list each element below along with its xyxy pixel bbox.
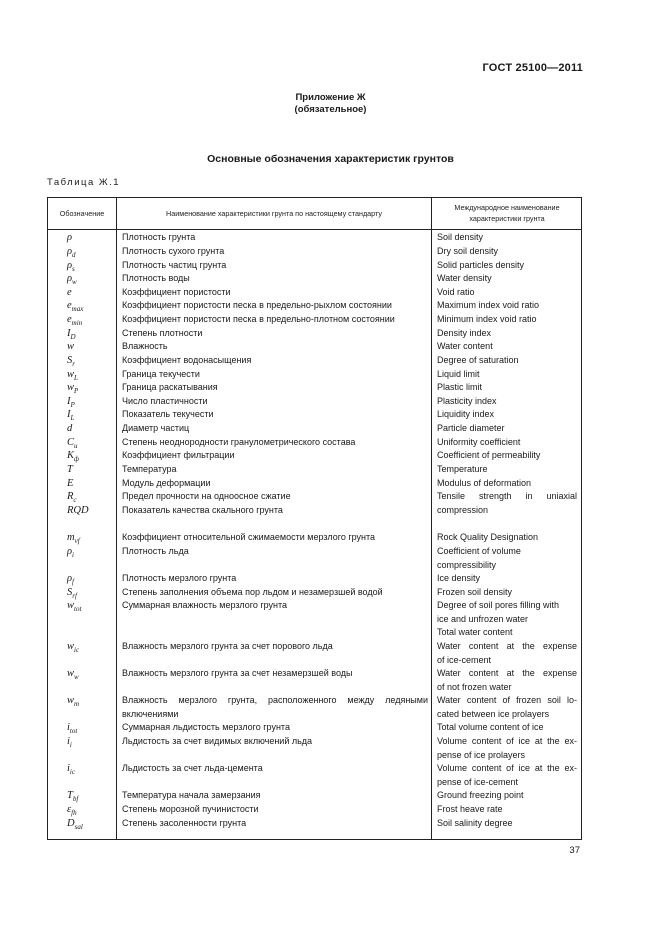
row-symbol: $w_L$	[67, 369, 78, 383]
header-symbol: Обозначение	[59, 209, 105, 218]
row-russian-name: Диаметр частиц	[122, 423, 190, 433]
row-symbol: $e_{max}$	[67, 300, 84, 314]
row-symbol: $w_{ic}$	[67, 641, 80, 655]
row-symbol: $K_ф$	[67, 450, 79, 464]
row-international-name: Maximum index void ratio	[437, 300, 540, 310]
row-russian-name: Модуль деформации	[122, 478, 211, 488]
row-symbol: $\rho_w$	[67, 273, 77, 287]
row-symbol: $w_P$	[67, 382, 79, 396]
row-symbol: $\rho_i$	[67, 546, 74, 560]
row-russian-name: Коэффициент пористости	[122, 287, 231, 297]
row-russian-name: Степень заполнения объема пор льдом и незамерзшей водой	[122, 587, 383, 597]
row-russian-name: Степень морозной пучинистости	[122, 804, 259, 814]
row-international-name: Coefficient of permeability	[437, 450, 541, 460]
row-symbol: $T_{bf}$	[67, 790, 79, 804]
row-international-name: Density index	[437, 328, 492, 338]
row-symbol: $i_i$	[67, 736, 72, 750]
row-russian-name: Коэффициент фильтрации	[122, 450, 235, 460]
row-international-name: Frozen soil density	[437, 587, 513, 597]
row-symbol: $i_{tot}$	[67, 722, 78, 736]
row-russian-name: Показатель текучести	[122, 409, 214, 419]
standard-code: ГОСТ 25100—2011	[482, 62, 583, 74]
column-divider	[431, 198, 432, 839]
row-russian-name: Температура начала замерзания	[122, 790, 261, 800]
row-symbol: T	[67, 464, 73, 475]
header-line: Наименование характеристики грунта по настоящему стандарту	[166, 209, 382, 218]
row-russian-name: Температура	[122, 464, 177, 474]
row-symbol: $I_P$	[67, 396, 75, 410]
row-symbol: $w_w$	[67, 668, 79, 682]
table-label: Таблица Ж.1	[47, 177, 121, 188]
row-symbol: $e_{min}$	[67, 314, 83, 328]
row-symbol: $S_r$	[67, 355, 75, 369]
row-international-name: Frost heave rate	[437, 804, 503, 814]
row-international-name: Total volume content of ice	[437, 722, 544, 732]
row-russian-name: Граница раскатывания	[122, 382, 218, 392]
row-symbol: $m_{vf}$	[67, 532, 80, 546]
row-international-name: Plastic limit	[437, 382, 483, 392]
row-international-name: Ground freezing point	[437, 790, 524, 800]
row-symbol: $C_u$	[67, 437, 78, 451]
row-russian-name: Плотность льда	[122, 546, 189, 556]
row-international-name: Plasticity index	[437, 396, 497, 406]
row-symbol: $\rho_f$	[67, 573, 74, 587]
row-symbol: $I_L$	[67, 409, 75, 423]
row-russian-name: Суммарная влажность мерзлого грунта	[122, 600, 288, 610]
row-international-name: Ice density	[437, 573, 481, 583]
row-russian-name: Льдистость за счет видимых включений льда	[122, 736, 313, 746]
row-symbol: w	[67, 341, 75, 352]
row-symbol: $i_{ic}$	[67, 763, 75, 777]
row-russian-name: Льдистость за счет льда-цемента	[122, 763, 263, 773]
row-symbol: $w_m$	[67, 695, 80, 709]
row-russian-name: Предел прочности на одноосное сжатие	[122, 491, 291, 501]
page-title: Основные обозначения характеристик грунтов	[207, 153, 454, 165]
row-russian-name: Влажность	[122, 341, 168, 351]
row-symbol: $R_c$	[67, 491, 77, 505]
header-divider	[48, 229, 581, 230]
row-russian-name: Плотность мерзлого грунта	[122, 573, 237, 583]
row-symbol: d	[67, 423, 73, 434]
column-divider	[116, 198, 117, 839]
row-symbol: $D_{sal}$	[67, 818, 83, 832]
row-international-name: Rock Quality Designation	[437, 532, 539, 542]
row-international-name: Particle diameter	[437, 423, 505, 433]
row-international-name: Water content	[437, 341, 493, 351]
row-symbol: RQD	[67, 505, 89, 516]
row-international-name: Water content of frozen soil lo- cated between ice prolayers	[437, 695, 577, 719]
row-international-name: Minimum index void ratio	[437, 314, 537, 324]
row-international-name: Liquid limit	[437, 369, 480, 379]
row-international-name: Soil density	[437, 232, 484, 242]
row-russian-name: Степень плотности	[122, 328, 203, 338]
row-symbol: E	[67, 478, 74, 489]
row-international-name: Degree of saturation	[437, 355, 519, 365]
row-symbol: ρ	[67, 232, 73, 243]
row-international-name: Degree of soil pores filling with ice and unfrozen water Total water content	[437, 600, 560, 638]
row-russian-name: Показатель качества скального грунта	[122, 505, 283, 515]
row-symbol: $\rho_s$	[67, 260, 75, 274]
row-international-name: Water content at the expense of ice-cement	[437, 641, 577, 665]
data-table	[47, 197, 582, 840]
row-international-name: Volume content of ice at the ex- pense of ice-cement	[437, 763, 577, 787]
row-international-name: Water density	[437, 273, 492, 283]
row-international-name: Water content at the expense of not frozen water	[437, 668, 577, 692]
row-international-name: Coefficient of volume compressibility	[437, 546, 521, 570]
row-international-name: Solid particles density	[437, 260, 525, 270]
row-russian-name: Степень неоднородности гранулометрического состава	[122, 437, 356, 447]
row-international-name: Dry soil density	[437, 246, 499, 256]
row-russian-name: Коэффициент пористости песка в предельно-плотном состоянии	[122, 314, 395, 324]
row-international-name: Liquidity index	[437, 409, 495, 419]
header-international-name	[432, 202, 582, 224]
row-symbol: $I_D$	[67, 328, 76, 342]
row-russian-name: Плотность грунта	[122, 232, 196, 242]
row-russian-name: Число пластичности	[122, 396, 208, 406]
header-line: Международное наименование	[454, 203, 560, 212]
row-international-name: Uniformity coefficient	[437, 437, 521, 447]
row-russian-name: Влажность мерзлого грунта за счет незамерзшей воды	[122, 668, 353, 678]
row-russian-name: Плотность сухого грунта	[122, 246, 225, 256]
appendix-title: Приложение Ж	[295, 92, 366, 103]
row-international-name: Temperature	[437, 464, 488, 474]
row-international-name: Modulus of deformation	[437, 478, 532, 488]
row-russian-name: Влажность мерзлого грунта, расположенного между ледяными включениями	[122, 695, 428, 719]
row-russian-name: Суммарная льдистость мерзлого грунта	[122, 722, 290, 732]
row-russian-name: Граница текучести	[122, 369, 200, 379]
row-russian-name: Плотность частиц грунта	[122, 260, 227, 270]
row-russian-name: Влажность мерзлого грунта за счет порового льда	[122, 641, 333, 651]
page-number: 37	[569, 845, 580, 856]
row-symbol: $\varepsilon_{fh}$	[67, 804, 77, 818]
row-international-name: Void ratio	[437, 287, 475, 297]
row-international-name: Tensile strength in uniaxial compression	[437, 491, 577, 515]
row-symbol: $S_{rf}$	[67, 587, 77, 601]
row-russian-name: Коэффициент относительной сжимаемости мерзлого грунта	[122, 532, 376, 542]
row-russian-name: Коэффициент водонасыщения	[122, 355, 252, 365]
row-russian-name: Коэффициент пористости песка в предельно-рыхлом состоянии	[122, 300, 392, 310]
row-symbol: e	[67, 287, 72, 298]
row-symbol: $w_{tot}$	[67, 600, 82, 614]
row-russian-name: Плотность воды	[122, 273, 190, 283]
header-line: характеристики грунта	[469, 214, 545, 223]
row-international-name: Volume content of ice at the ex- pense of ice prolayers	[437, 736, 577, 760]
row-russian-name: Степень засоленности грунта	[122, 818, 247, 828]
header-russian-name	[117, 208, 431, 219]
row-international-name: Soil salinity degree	[437, 818, 513, 828]
appendix-status: (обязательное)	[294, 104, 367, 115]
row-symbol: $\rho_d$	[67, 246, 76, 260]
